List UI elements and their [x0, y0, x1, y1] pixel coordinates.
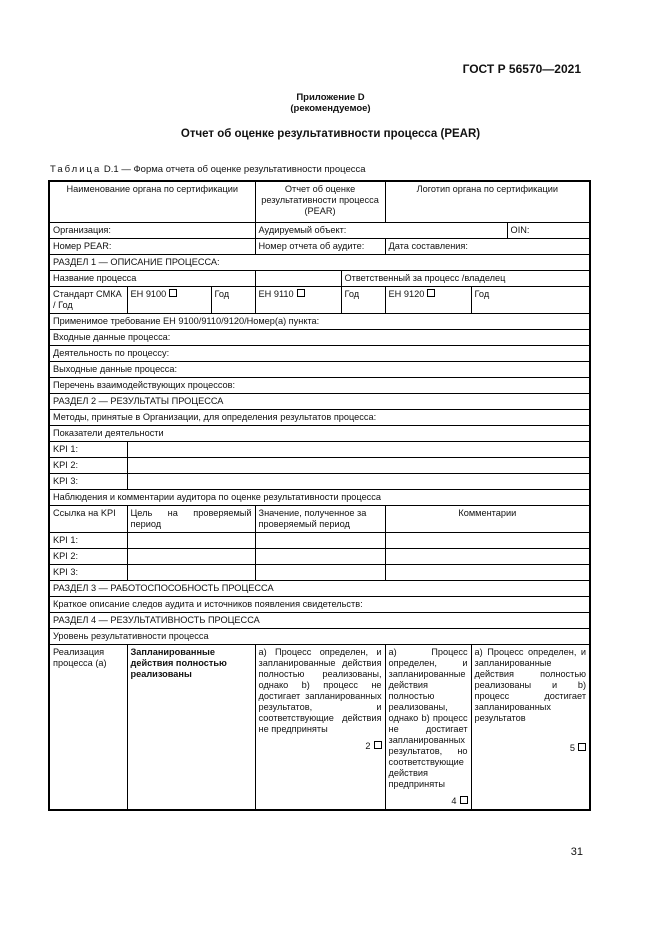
organization-field[interactable]: Организация: [49, 223, 255, 239]
checkbox-icon[interactable] [297, 289, 305, 297]
page-number: 31 [570, 846, 583, 858]
level2-score[interactable] [259, 741, 382, 752]
table-row [49, 394, 590, 410]
kpi1-value[interactable] [127, 442, 590, 458]
table-row [49, 629, 590, 645]
table-caption [50, 164, 366, 175]
kpi3-value[interactable] [127, 474, 590, 490]
observations-heading: Наблюдения и комментарии аудитора по оценке результативности процесса [49, 490, 590, 506]
caption-text: D.1 — Форма отчета об оценке результативности процесса [103, 164, 366, 175]
year-label: Год [341, 287, 385, 314]
table-row [49, 426, 590, 442]
annex-title: Приложение D [296, 92, 365, 103]
level2-score-value: 2 [365, 741, 371, 751]
table-row [49, 410, 590, 426]
audit-report-number-field[interactable]: Номер отчета об аудите: [255, 239, 385, 255]
level5-text: а) Процесс определен, и запланированные действия полностью реализованы и b) процесс достигает запланированных результатов [474, 647, 587, 723]
kpi1-label: KPI 1: [49, 442, 127, 458]
standard-label: Стандарт СМКА / Год [49, 287, 127, 314]
planned-label: Запланированные действия полностью реализованы [127, 645, 255, 811]
level5-score[interactable] [475, 743, 587, 754]
pear-number-field[interactable]: Номер PEAR: [49, 239, 255, 255]
level2-option[interactable] [255, 645, 385, 811]
process-name-value[interactable] [255, 271, 341, 287]
en9110-label: ЕН 9110 [258, 289, 294, 299]
standard-number: ГОСТ Р 56570—2021 [462, 62, 581, 76]
table-row [49, 506, 590, 533]
level5-option[interactable] [471, 645, 590, 811]
level-heading: Уровень результативности процесса [49, 629, 590, 645]
table-row [49, 223, 590, 239]
table-row [49, 346, 590, 362]
activities-field[interactable]: Деятельность по процессу: [49, 346, 590, 362]
year-label: Год [211, 287, 255, 314]
section1-heading: РАЗДЕЛ 1 — ОПИСАНИЕ ПРОЦЕССА: [49, 255, 590, 271]
methods-field[interactable]: Методы, принятые в Организации, для определения результатов процесса: [49, 410, 590, 426]
table-row [49, 362, 590, 378]
checkbox-icon[interactable] [427, 289, 435, 297]
report-header: Отчет об оценке результативности процесса (PEAR) [255, 181, 385, 223]
table-row [49, 442, 590, 458]
kpi2-comment[interactable] [385, 549, 590, 565]
kpi3-comment[interactable] [385, 565, 590, 581]
checkbox-icon[interactable] [169, 289, 177, 297]
table-row [49, 458, 590, 474]
level4-text: а) Процесс определен, и запланированные действия полностью реализованы, однако b) процесс не достигает запланированных результатов, но соответствующие действия предприняты [388, 647, 468, 789]
en9120-label: ЕН 9120 [388, 289, 425, 299]
requirement-field[interactable]: Применимое требование ЕН 9100/9110/9120/Номер(а) пункта: [49, 314, 590, 330]
audited-object-field[interactable]: Аудируемый объект: [255, 223, 507, 239]
process-owner-field[interactable]: Ответственный за процесс /владелец [341, 271, 590, 287]
annex-heading [0, 92, 661, 114]
trace-field[interactable]: Краткое описание следов аудита и источников появления свидетельств: [49, 597, 590, 613]
date-field[interactable]: Дата составления: [385, 239, 590, 255]
caption-prefix: Таблица [50, 164, 102, 175]
kpi2-actual[interactable] [255, 549, 385, 565]
kpi1-actual[interactable] [255, 533, 385, 549]
kpi1-comment[interactable] [385, 533, 590, 549]
org-name-header: Наименование органа по сертификации [49, 181, 255, 223]
table-row [49, 581, 590, 597]
kpi2-label: KPI 2: [49, 549, 127, 565]
kpi2-value[interactable] [127, 458, 590, 474]
table-row [49, 490, 590, 506]
kpi2-target[interactable] [127, 549, 255, 565]
table-row [49, 314, 590, 330]
en9100-label: ЕН 9100 [130, 289, 167, 299]
kpi3-label: KPI 3: [49, 474, 127, 490]
table-row [49, 287, 590, 314]
level4-option[interactable] [385, 645, 471, 811]
kpi3-actual[interactable] [255, 565, 385, 581]
report-title: Отчет об оценке результативности процесса (PEAR) [180, 128, 481, 140]
kpi3-label: KPI 3: [49, 565, 127, 581]
table-row [49, 271, 590, 287]
level5-score-value: 5 [569, 743, 576, 753]
kpi3-target[interactable] [127, 565, 255, 581]
table-row [49, 549, 590, 565]
process-name-field[interactable]: Название процесса [49, 271, 255, 287]
table-row [49, 239, 590, 255]
kpi1-target[interactable] [127, 533, 255, 549]
en9110-option[interactable] [255, 287, 341, 314]
table-row [49, 613, 590, 629]
table-row [49, 645, 590, 811]
en9100-option[interactable] [127, 287, 211, 314]
en9120-option[interactable] [385, 287, 471, 314]
table-row [49, 378, 590, 394]
section3-heading: РАЗДЕЛ 3 — РАБОТОСПОСОБНОСТЬ ПРОЦЕССА [49, 581, 590, 597]
value-header: Значение, полученное за проверяемый период [255, 506, 385, 533]
table-row [49, 474, 590, 490]
comments-header: Комментарии [385, 506, 590, 533]
inputs-field[interactable]: Входные данные процесса: [49, 330, 590, 346]
kpi1-label: KPI 1: [49, 533, 127, 549]
annex-subtitle: (рекомендуемое) [290, 103, 371, 114]
oin-field[interactable]: OIN: [507, 223, 590, 239]
kpi2-label: KPI 2: [49, 458, 127, 474]
table-row [49, 181, 590, 223]
table-row [49, 330, 590, 346]
logo-header: Логотип органа по сертификации [385, 181, 590, 223]
table-row [49, 597, 590, 613]
level2-text: а) Процесс определен, и запланированные действия полностью реализованы, однако b) процесс не достигает запланированных результатов, и соответствующие действия не предприняты [258, 647, 382, 734]
outputs-field[interactable]: Выходные данные процесса: [49, 362, 590, 378]
table-row [49, 533, 590, 549]
target-header: Цель на проверяемый период [127, 506, 255, 533]
year-label: Год [471, 287, 590, 314]
realization-label: Реализация процесса (а) [49, 645, 127, 811]
section4-heading: РАЗДЕЛ 4 — РЕЗУЛЬТАТИВНОСТЬ ПРОЦЕССА [49, 613, 590, 629]
interacting-processes-field[interactable]: Перечень взаимодействующих процессов: [49, 378, 590, 394]
checkbox-icon[interactable] [374, 741, 382, 749]
level4-score-value: 4 [451, 796, 457, 806]
indicators-heading: Показатели деятельности [49, 426, 590, 442]
table-row [49, 565, 590, 581]
pear-form-table [48, 180, 591, 811]
checkbox-icon[interactable] [460, 796, 468, 804]
level4-score[interactable] [389, 796, 468, 807]
section2-heading: РАЗДЕЛ 2 — РЕЗУЛЬТАТЫ ПРОЦЕССА [49, 394, 590, 410]
kpi-ref-header: Ссылка на KPI [49, 506, 127, 533]
checkbox-icon[interactable] [578, 743, 586, 751]
table-row [49, 255, 590, 271]
